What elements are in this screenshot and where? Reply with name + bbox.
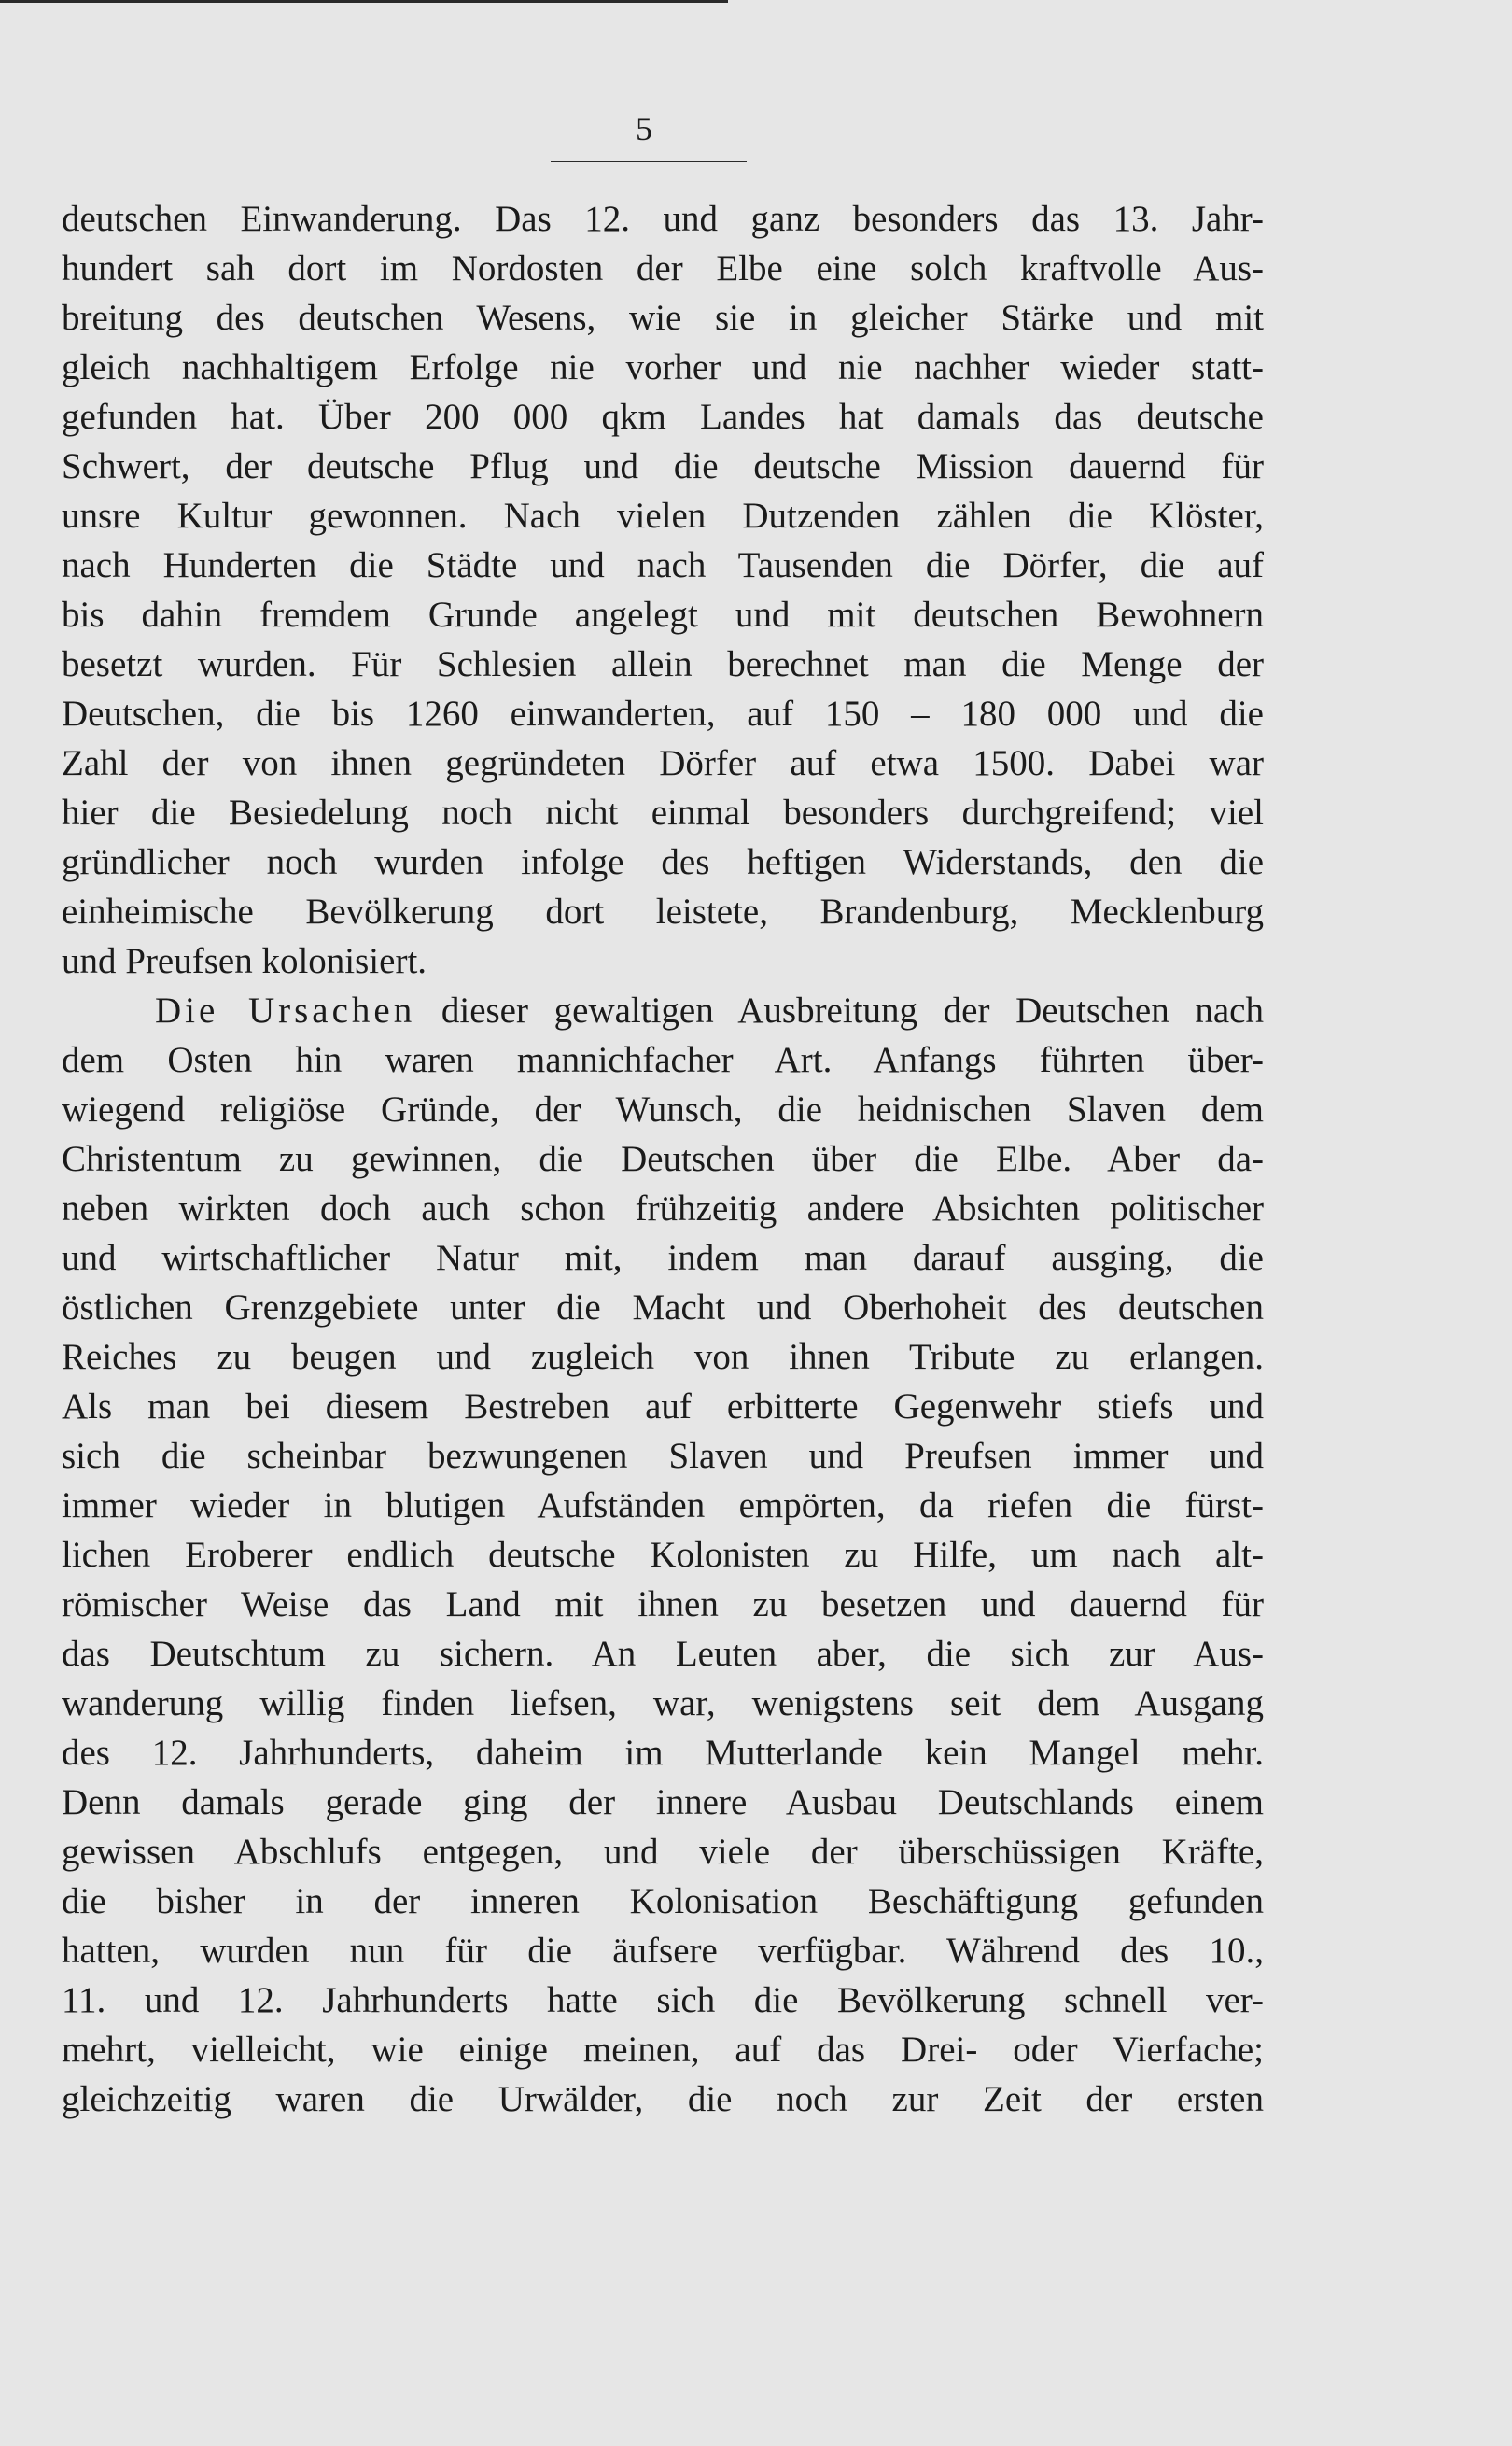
text-line: hatten, wurden nun für die äufsere verfügbar. Während des 10., xyxy=(62,1931,1264,1971)
text-line: hundert sah dort im Nordosten der Elbe eine solch kraftvolle Aus- xyxy=(62,248,1264,288)
paragraph-first-line xyxy=(62,986,1264,1035)
text-line: Christentum zu gewinnen, die Deutschen über die Elbe. Aber da- xyxy=(62,1139,1264,1179)
page-number: 5 xyxy=(636,110,652,148)
text-line: immer wieder in blutigen Aufständen empörten, da riefen die fürst- xyxy=(62,1485,1264,1525)
text-line: Reiches zu beugen und zugleich von ihnen Tribute zu erlangen. xyxy=(62,1337,1264,1377)
text-line: die bisher in der inneren Kolonisation Beschäftigung gefunden xyxy=(62,1881,1264,1921)
text-line: gleich nachhaltigem Erfolge nie vorher und nie nachher wieder statt- xyxy=(62,347,1264,387)
text-line: und wirtschaftlicher Natur mit, indem man darauf ausging, die xyxy=(62,1238,1264,1278)
text-line: Schwert, der deutsche Pflug und die deutsche Mission dauernd für xyxy=(62,446,1264,486)
text-line: sich die scheinbar bezwungenen Slaven und Preufsen immer und xyxy=(62,1436,1264,1476)
emphasized-phrase: Die Ursachen xyxy=(155,991,416,1031)
text-line: Als man bei diesem Bestreben auf erbitterte Gegenwehr stiefs und xyxy=(62,1386,1264,1427)
text-line: deutschen Einwanderung. Das 12. und ganz besonders das 13. Jahr- xyxy=(62,199,1264,239)
text-line: lichen Eroberer endlich deutsche Kolonisten zu Hilfe, um nach alt- xyxy=(62,1535,1264,1575)
text-run: dieser gewaltigen Ausbreitung der Deutschen nach xyxy=(415,991,1264,1031)
text-line: bis dahin fremdem Grunde angelegt und mit deutschen Bewohnern xyxy=(62,595,1264,635)
text-line: gleichzeitig waren die Urwälder, die noch zur Zeit der ersten xyxy=(62,2079,1264,2119)
text-line: Denn damals gerade ging der innere Ausbau Deutschlands einem xyxy=(62,1782,1264,1822)
text-line: das Deutschtum zu sichern. An Leuten aber, die sich zur Aus- xyxy=(62,1634,1264,1674)
text-line: neben wirkten doch auch schon frühzeitig andere Absichten politischer xyxy=(62,1188,1264,1229)
text-line: besetzt wurden. Für Schlesien allein berechnet man die Menge der xyxy=(62,644,1264,684)
text-line: römischer Weise das Land mit ihnen zu besetzen und dauernd für xyxy=(62,1584,1264,1624)
text-line: gründlicher noch wurden infolge des heftigen Widerstands, den die xyxy=(62,842,1264,882)
text-line: des 12. Jahrhunderts, daheim im Mutterlande kein Mangel mehr. xyxy=(62,1733,1264,1773)
text-line: wanderung willig finden liefsen, war, wenigstens seit dem Ausgang xyxy=(62,1683,1264,1723)
text-line: 11. und 12. Jahrhunderts hatte sich die Bevölkerung schnell ver- xyxy=(62,1980,1264,2020)
text-line: gefunden hat. Über 200 000 qkm Landes hat damals das deutsche xyxy=(62,397,1264,437)
text-line: mehrt, vielleicht, wie einige meinen, auf das Drei- oder Vierfache; xyxy=(62,2030,1264,2070)
text-line: dem Osten hin waren mannichfacher Art. Anfangs führten über- xyxy=(62,1040,1264,1080)
text-line: hier die Besiedelung noch nicht einmal besonders durchgreifend; viel xyxy=(62,793,1264,833)
header-rule xyxy=(551,161,747,162)
text-line: einheimische Bevölkerung dort leistete, Brandenburg, Mecklenburg xyxy=(62,892,1264,932)
text-line: östlichen Grenzgebiete unter die Macht und Oberhoheit des deutschen xyxy=(62,1287,1264,1328)
text-line: nach Hunderten die Städte und nach Tausenden die Dörfer, die auf xyxy=(62,545,1264,585)
text-line: Deutschen, die bis 1260 einwanderten, auf 150 – 180 000 und die xyxy=(62,694,1264,734)
text-line: breitung des deutschen Wesens, wie sie in gleicher Stärke und mit xyxy=(62,298,1264,338)
body-text xyxy=(62,194,1264,2124)
text-line: unsre Kultur gewonnen. Nach vielen Dutzenden zählen die Klöster, xyxy=(62,496,1264,536)
text-line: wiegend religiöse Gründe, der Wunsch, die heidnischen Slaven dem xyxy=(62,1089,1264,1130)
text-line: gewissen Abschlufs entgegen, und viele der überschüssigen Kräfte, xyxy=(62,1832,1264,1872)
text-line: und Preufsen kolonisiert. xyxy=(62,941,427,981)
text-line: Zahl der von ihnen gegründeten Dörfer auf etwa 1500. Dabei war xyxy=(62,743,1264,783)
scan-edge xyxy=(0,0,728,3)
